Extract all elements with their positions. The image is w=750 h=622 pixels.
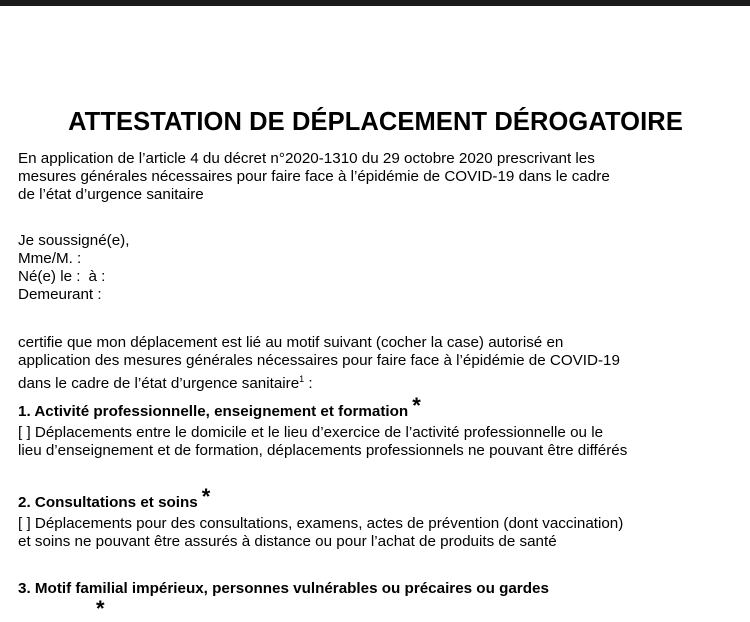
certifie-line-3-text: dans le cadre de l’état d’urgence sanitaire — [18, 375, 300, 392]
soussigne-label: Je soussigné(e), — [18, 232, 130, 249]
section-1-line-2: lieu d’enseignement et de formation, déplacements professionnels ne pouvant être différés — [18, 442, 628, 459]
section-2-title: 2. Consultations et soins — [18, 494, 198, 511]
intro-line-3: de l’état d’urgence sanitaire — [18, 186, 204, 203]
mme-label: Mme/M. : — [18, 250, 82, 267]
document-title: ATTESTATION DE DÉPLACEMENT DÉROGATOIRE — [68, 108, 683, 136]
birth-place-label: à : — [88, 268, 106, 285]
footnote-ref: 1 — [299, 374, 305, 384]
section-1-heading — [18, 393, 421, 421]
section-2-heading — [18, 484, 211, 512]
intro-line-1: En application de l’article 4 du décret n°2020-1310 du 29 octobre 2020 prescrivant les — [18, 150, 595, 167]
demeurant-label: Demeurant : — [18, 286, 102, 303]
section-1-line-1[interactable]: [ ] Déplacements entre le domicile et le lieu d’exercice de l’activité professionnelle ou le — [18, 424, 604, 441]
intro-line-2: mesures générales nécessaires pour faire face à l’épidémie de COVID-19 dans le cadre — [18, 168, 610, 185]
birth-date-label: Né(e) le : — [18, 268, 81, 285]
asterisk-marker: * — [201, 484, 211, 509]
asterisk-marker-section-3: * — [96, 596, 105, 621]
certifie-colon: : — [304, 375, 313, 392]
section-2-line-2: et soins ne pouvant être assurés à distance ou pour l’achat de produits de santé — [18, 533, 557, 550]
section-3-heading: 3. Motif familial impérieux, personnes vulnérables ou précaires ou gardes — [18, 580, 549, 597]
certifie-line-3 — [18, 370, 313, 393]
top-bar — [0, 0, 750, 6]
certifie-line-2: application des mesures générales nécessaires pour faire face à l’épidémie de COVID-19 — [18, 352, 620, 369]
asterisk-marker: * — [412, 393, 421, 418]
certifie-line-1: certifie que mon déplacement est lié au motif suivant (cocher la case) autorisé en — [18, 334, 564, 351]
section-1-title: 1. Activité professionnelle, enseignement et formation — [18, 403, 409, 420]
birth-line — [18, 268, 105, 286]
section-2-line-1[interactable]: [ ] Déplacements pour des consultations, examens, actes de prévention (dont vaccination) — [18, 515, 624, 532]
